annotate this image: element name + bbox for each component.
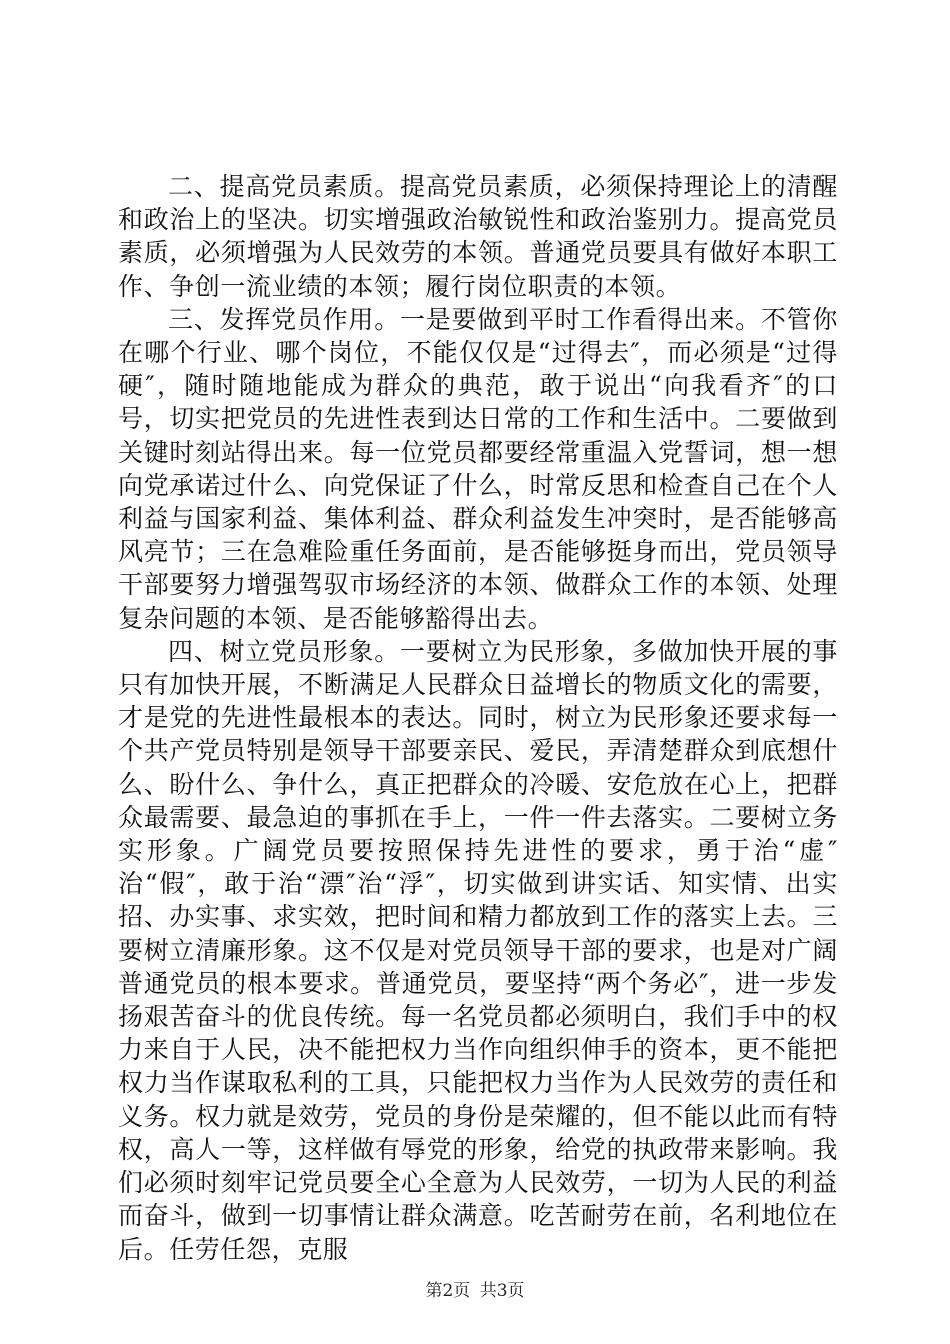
- total-pages: 共3页: [479, 1281, 525, 1301]
- paragraph-improve-quality: 二、提高党员素质。提高党员素质，必须保持理论上的清醒和政治上的坚决。切实增强政治敏锐性和政治鉴别力。提高党员素质，必须增强为人民效劳的本领。普通党员要具有做好本职工作、争创一流业绩的本领；履行岗位职责的本领。: [118, 172, 838, 301]
- paragraph-play-role: 三、发挥党员作用。一是要做到平时工作看得出来。不管你在哪个行业、哪个岗位，不能仅仅是“过得去″，而必须是“过得硬″，随时随地能成为群众的典范，敢于说出“向我看齐″的口号，切实把党员的先进性表到达日常的工作和生活中。二要做到关键时刻站得出来。每一位党员都要经常重温入党誓词，想一想向党承诺过什么、向党保证了什么，时常反思和检查自己在个人利益与国家利益、集体利益、群众利益发生冲突时，是否能够高风亮节；三在急难险重任务面前，是否能够挺身而出，党员领导干部要努力增强驾驭市场经济的本领、做群众工作的本领、处理复杂问题的本领、是否能够豁得出去。: [118, 304, 838, 633]
- paragraph-establish-image: 四、树立党员形象。一要树立为民形象，多做加快开展的事只有加快开展，不断满足人民群众日益增长的物质文化的需要，才是党的先进性最根本的表达。同时，树立为民形象还要求每一个共产党员特别是领导干部要亲民、爱民，弄清楚群众到底想什么、盼什么、争什么，真正把群众的冷暖、安危放在心上，把群众最需要、最急迫的事抓在手上，一件一件去落实。二要树立务实形象。广阔党员要按照保持先进性的要求，勇于治“虚″治“假″，敢于治“漂″治“浮″，切实做到讲实话、知实情、出实招、办实事、求实效，把时间和精力都放到工作的落实上去。三要树立清廉形象。这不仅是对党员领导干部的要求，也是对广阔普通党员的根本要求。普通党员，要坚持“两个务必″，进一步发扬艰苦奋斗的优良传统。每一名党员都必须明白，我们手中的权力来自于人民，决不能把权力当作向组织伸手的资本，更不能把权力当作谋取私利的工具，只能把权力当作为人民效劳的责任和义务。权力就是效劳，党员的身份是荣耀的，但不能以此而有特权，高人一等，这样做有辱党的形象，给党的执政带来影响。我们必须时刻牢记党员要全心全意为人民效劳，一切为人民的利益而奋斗，做到一切事情让群众满意。吃苦耐劳在前，名利地位在后。任劳任怨，克服: [118, 636, 838, 1264]
- page-footer: [0, 1276, 950, 1301]
- document-body: [118, 170, 838, 1266]
- page-number: 第2页: [425, 1281, 471, 1301]
